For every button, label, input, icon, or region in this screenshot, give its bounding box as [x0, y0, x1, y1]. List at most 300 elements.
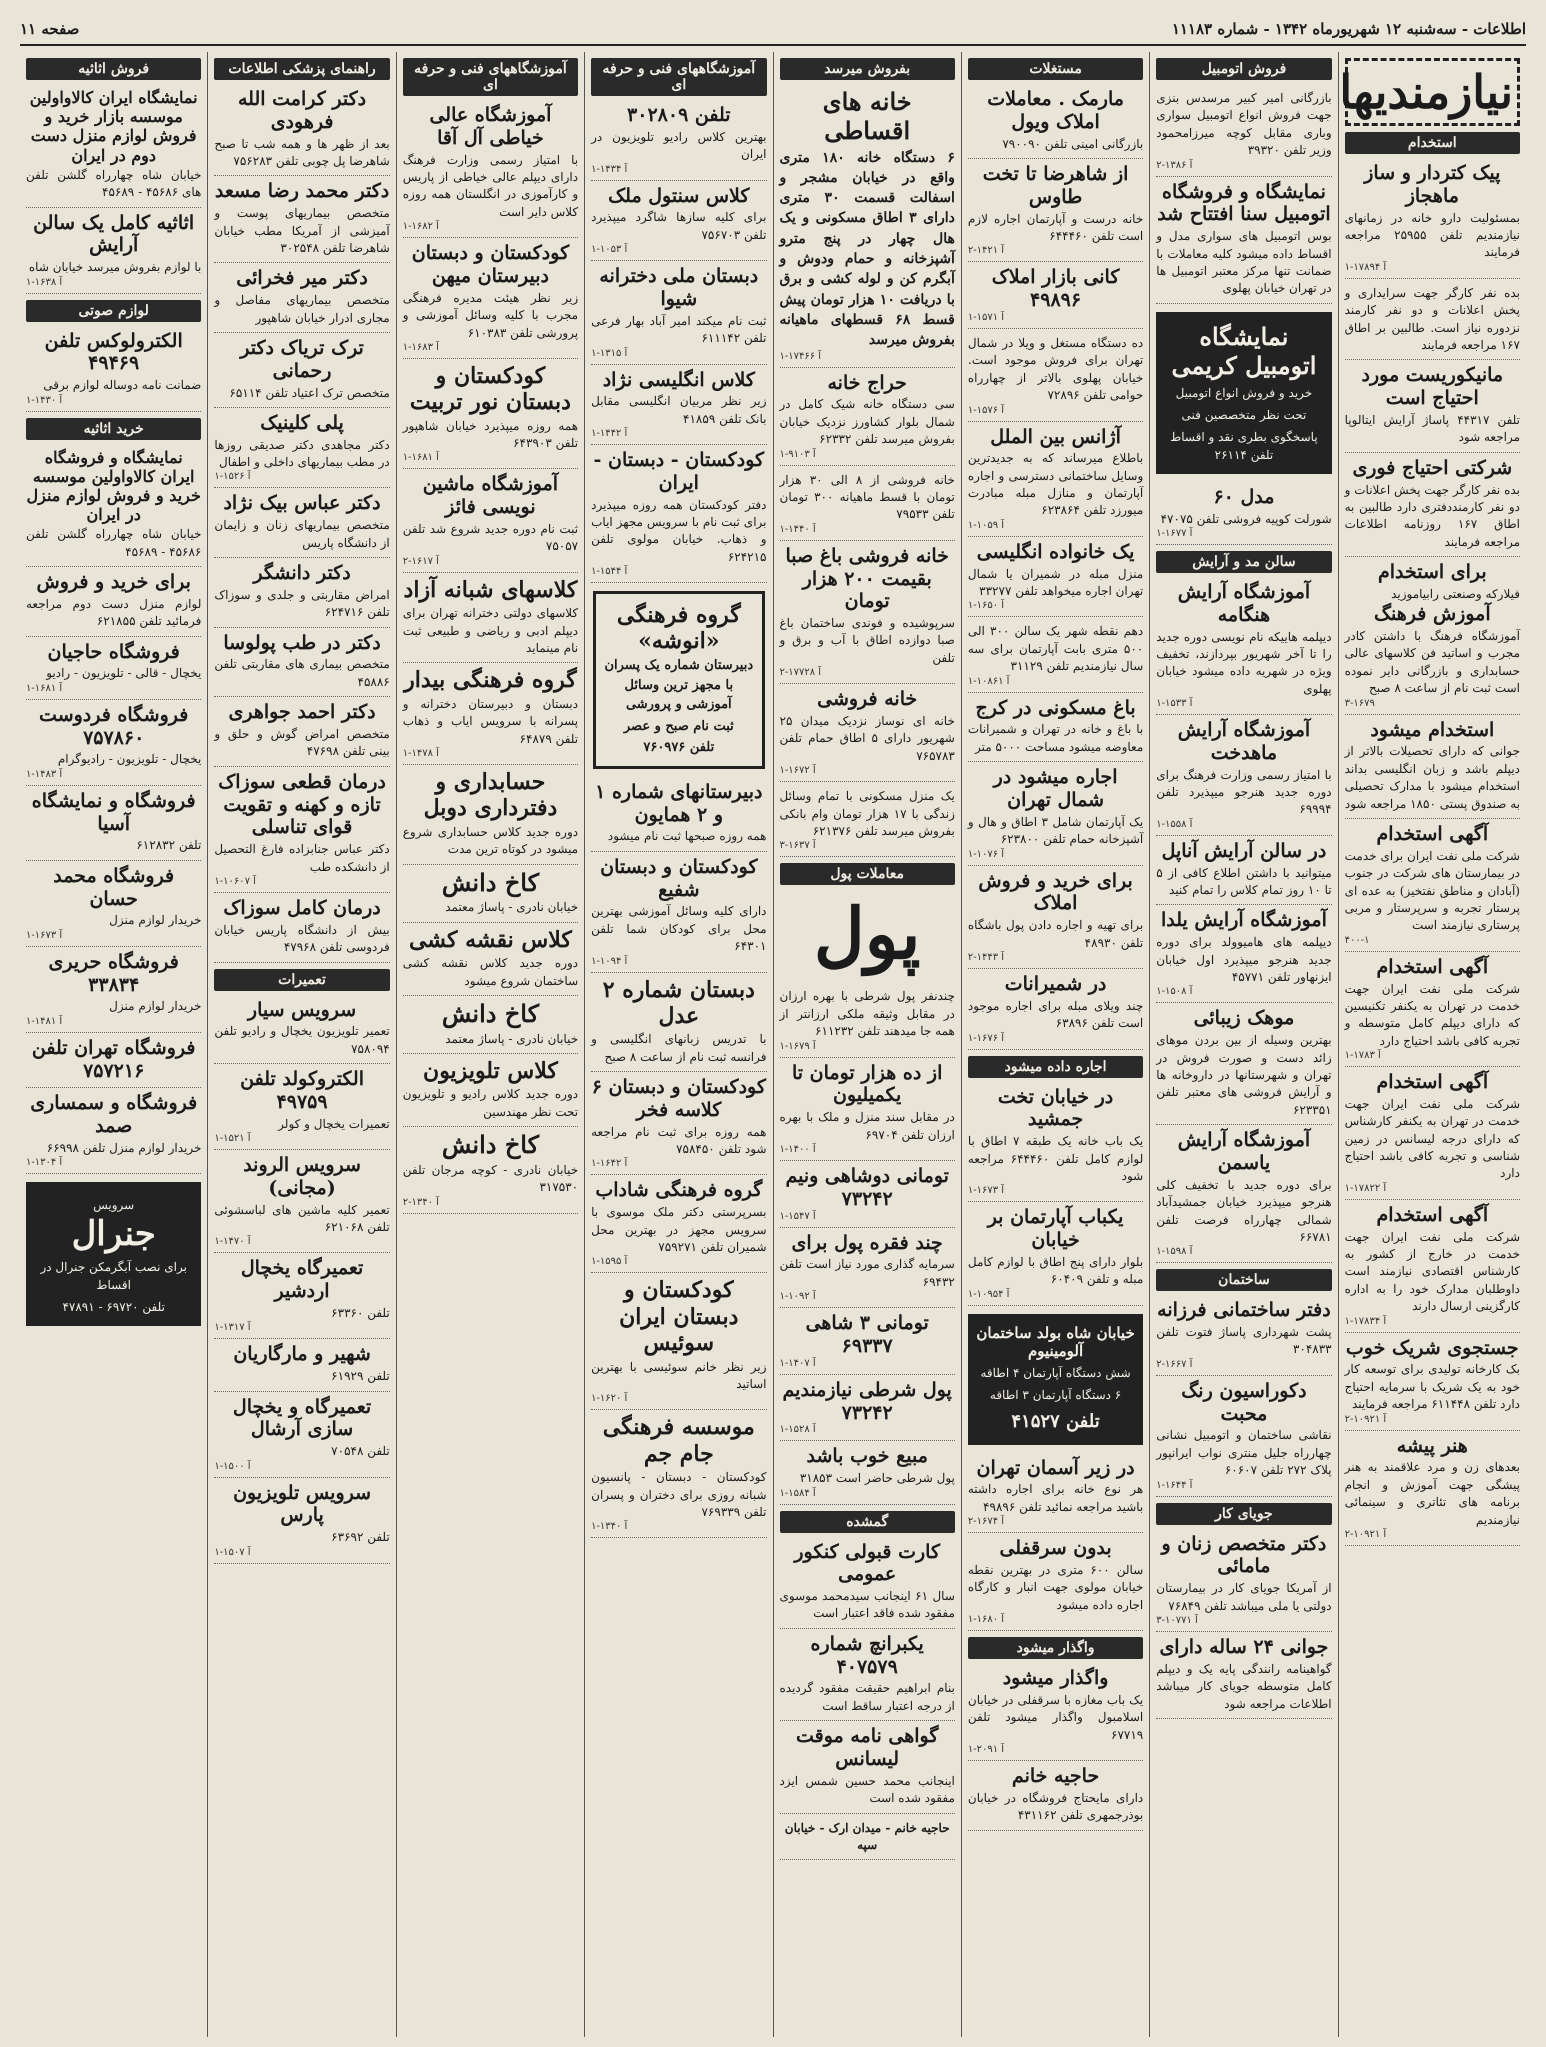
ad	[591, 1175, 766, 1273]
ad-code: ۲-۱۶۶۷ آ	[1156, 1358, 1193, 1370]
ad-code: ۱-۱۶۷۷ آ	[1156, 527, 1193, 539]
ad-title: تومانی ۳ شاهی ۶۹۳۳۷	[805, 1312, 929, 1357]
ad	[591, 181, 766, 262]
ad-title: کارت قبولی کنکور عمومی	[794, 1540, 941, 1586]
section-title: راهنمای پزشکی اطلاعات	[214, 58, 389, 80]
ad	[780, 982, 955, 1057]
ad-body: برای تهیه و اجاره دادن پول باشگاه تلفن ۴۸۹۳۰	[967, 918, 1144, 950]
ad	[26, 326, 201, 412]
ad-body: سرمایه گذاری مورد نیاز است تلفن ۶۹۴۳۲	[779, 1257, 955, 1289]
ad-title: کودکستان و دبستان ۶ کلاسه فخر	[591, 1076, 766, 1121]
ad-body: ثبت نام دوره جدید شروع شد تلفن ۷۵۰۵۷	[402, 522, 579, 554]
ad-code: ۱-۱۳۱۵ آ	[591, 347, 628, 359]
ad-code: ۱-۱۶۸۰ آ	[967, 1614, 1005, 1626]
ad-body: متخصص امراض گوش و حلق و بینی تلفن ۴۷۶۹۸	[214, 727, 390, 759]
ad-title: آموزشگاه عالی خیاطی آل آقا	[429, 104, 552, 149]
ad-title: کلاس انگلیسی نژاد	[602, 368, 755, 391]
ad-title: دکتر عباس بیک نژاد	[223, 492, 381, 515]
ad-title: فروشگاه و سمساری صمد	[30, 1092, 198, 1138]
ad	[968, 866, 1143, 969]
ad	[1156, 482, 1331, 545]
ad-body: دارای مایحتاج فروشگاه در خیابان بوذرجمهری تلفن ۴۳۱۱۶۲	[967, 1790, 1144, 1823]
ad	[1156, 177, 1331, 304]
ad-body: زیر نظر هیئت مدیره فرهنگی مجرب با کلیه وسائل آموزشی و پرورشی تلفن ۶۱۰۳۸۳	[402, 290, 579, 340]
ad-body: کلاسهای دولتی دخترانه تهران برای دیپلم ادبی و ریاضی و طبیعی ثبت نام مینماید	[402, 606, 579, 656]
ad-code: ۱-۱۶۷۹ آ	[779, 1040, 816, 1052]
ad-code: ۱-۱۴۳۰ آ	[26, 394, 63, 406]
ad	[968, 1761, 1143, 1831]
ad-body: هر نوع خانه برای اجاره داشته باشید مراجعه نمائید تلفن ۴۹۸۹۶	[967, 1482, 1144, 1514]
ad-title: کلاس سنتول ملک	[608, 184, 750, 207]
ad-title: یک خانواده انگلیسی	[976, 540, 1135, 563]
ad-body: تلفن ۶۳۶۹۲	[331, 1530, 390, 1545]
ad-code: ۱-۱۰۶۰۷ آ	[214, 875, 256, 887]
ad-body: بده نفر کارگر جهت سرایداری و پخش اعلانات و دو نفر کارمند نزدوره نیاز است. طالبین بر اطاق ۱۶۷ مراجعه فرمایند	[1344, 285, 1520, 352]
ad-title: دکوراسیون رنگ محبت	[1181, 1379, 1307, 1425]
ad	[1156, 1295, 1331, 1376]
ad-code: ۳-۱۶۷۹	[1344, 697, 1375, 709]
ad-code: ۱-۱۰۹۲ آ	[779, 1291, 816, 1303]
ad-body: دوره جدید کلاس حسابداری شروع میشود در کوتاه ترین مدت	[402, 824, 579, 857]
ad-body: دیپلمه های هامیوولد برای دوره جدید هنرجو میپذیرد اول خیابان ایزنهاور تلفن ۴۵۷۷۱	[1156, 935, 1332, 984]
ad-body: متخصص بیماریهای پوست و آمیزشی از آمریکا مطب خیابان شاهرضا تلفن ۳۰۲۵۴۸	[214, 206, 390, 255]
ad-title: از شاهرضا تا تخت طاوس	[982, 162, 1129, 208]
ad-line: تلفن ۶۹۷۲۰ - ۴۷۸۹۱	[62, 1300, 165, 1315]
ad-body: دهم نقطه شهر یک سالن ۳۰۰ الی ۵۰۰ متری بابت آپارتمان برای سه سال نیازمندیم تلفن ۳۱۱۲۹	[967, 624, 1144, 674]
ad	[214, 1064, 389, 1150]
ad-title: آموزشگاه ماشین نویسی فائز	[422, 473, 559, 519]
ad-title: کاخ دانش	[441, 867, 540, 897]
section-title: ساختمان	[1156, 1269, 1331, 1291]
ad-title: کودکستان و دبستان دبیرستان میهن	[411, 242, 570, 287]
ad-line: ثبت نام صبح و عصر	[623, 718, 734, 734]
ad	[780, 1308, 955, 1375]
ad-title: تومانی دوشاهی ونیم ۷۳۲۴۲	[785, 1164, 949, 1210]
ad	[403, 238, 578, 359]
issue-info: اطلاعات - سه‌شنبه ۱۲ شهریورماه ۱۳۴۲ - شماره ۱۱۱۸۳	[1171, 20, 1526, 38]
ad-title: آگهی استخدام	[1376, 822, 1489, 845]
column-4	[773, 52, 961, 2037]
ad	[1345, 1200, 1520, 1333]
ad	[214, 176, 389, 263]
ad	[214, 488, 389, 558]
ad-body: یک باب مغازه با سرقفلی در خیابان اسلامبول واگذار میشود تلفن ۶۷۷۱۹	[967, 1693, 1144, 1742]
ad-body: با لوازم بفروش میرسد خیابان شاه	[28, 260, 202, 275]
ad-body: بک کارخانه تولیدی برای توسعه کار خود به یک شریک با سرمایه احتیاج دارد تلفن ۶۱۱۴۴۸ مراجعه فرمایند	[1344, 1362, 1520, 1412]
ad-title: نمایشگاه ایران کالاواولین موسسه بازار خرید و فروش لوازم منزل دست دوم در ایران	[29, 88, 198, 165]
section-title: فروش اتومبیل	[1156, 58, 1331, 80]
ad-body: خیابان شاه چهارراه گلشن تلفن ۴۵۶۸۶ - ۴۵۶۸۹	[26, 527, 202, 559]
ad-title: پلی کلینیک	[260, 411, 344, 434]
ad-title: گروه فرهنگی بیدار	[404, 667, 577, 694]
ad	[968, 159, 1143, 262]
ad-code: ۱-۱۷۴۶۶ آ	[779, 350, 822, 362]
ad	[1345, 453, 1520, 557]
ad-body: بعدهای زن و مرد علاقمند به هنر پیشگی جهت آموزش و انجام برنامه های تئاتری و سینمائی نیازمندیم	[1344, 1460, 1520, 1527]
ad-code: ۱-۱۵۹۵ آ	[591, 1256, 628, 1268]
ad	[780, 466, 955, 541]
ad-body: خریدار لوازم منزل	[109, 999, 202, 1014]
ad-code: ۱-۱۴۷۸ آ	[402, 747, 439, 759]
ad-code: ۱-۱۶۸۱ آ	[26, 682, 63, 694]
ad-title: خیابان شاه بولد ساختمان آلومینیوم	[976, 1323, 1135, 1360]
ad-body: دوره جدید کلاس رادیو و تلویزیون تحت نظر مهندسین	[402, 1087, 579, 1119]
columns	[20, 52, 1526, 2037]
ad-code: ۲-۱۶۷۴ آ	[967, 1516, 1005, 1528]
ad	[1345, 952, 1520, 1067]
ad	[1156, 1529, 1331, 1632]
ad-body: خریدار لوازم منزل تلفن ۶۶۹۹۸	[46, 1140, 202, 1155]
ad-body: با امتیاز رسمی وزارت فرهنگ برای دوره جدید هنرجو میپذیرد تلفن ۶۹۹۹۴	[1156, 767, 1332, 817]
ad-title: آموزشگاه آرایش ماهدخت	[1177, 719, 1311, 764]
ad-title: جوانی ۲۴ ساله دارای	[1159, 1636, 1329, 1658]
ad-box	[593, 591, 764, 769]
ad-body: امراض مقاربتی و جلدی و سوزاک تلفن ۶۲۴۷۱۶	[214, 587, 390, 620]
ad-title: آگهی استخدام	[1376, 1071, 1489, 1094]
ad-body: یک آپارتمان شامل ۳ اطاق و هال و آشپزخانه حمام تلفن ۶۲۳۸۰۰	[967, 814, 1144, 847]
ad-title: گواهی نامه موقت لیسانس	[795, 1725, 939, 1771]
ad-code: ۱-۱۴۰۰ آ	[779, 1143, 816, 1155]
ad-title: آگهی استخدام	[1376, 955, 1489, 978]
ad-body: بیش از دانشگاه پاریس خیابان فردوسی تلفن ۴۷۹۶۸	[214, 922, 390, 955]
ad-title: یکبرانچ شماره ۴۰۷۵۷۹	[810, 1632, 924, 1678]
ad-title: گروه فرهنگی «انوشه»	[616, 602, 741, 655]
ad	[780, 1721, 955, 1813]
ad-title: یکباب آپارتمان بر خیابان	[987, 1206, 1124, 1252]
ad-title: مانیکوریست مورد احتیاج است	[1361, 364, 1504, 410]
ad-body: همه روزه برای ثبت نام مراجعه شود تلفن ۷۵۸۴۵۰	[591, 1124, 767, 1157]
ad-body: فیلارکه وصنعتی رابیاموزید	[1391, 586, 1520, 601]
ad	[26, 444, 201, 568]
ad	[403, 100, 578, 238]
ad-code: ۱-۱۴۰۷ آ	[779, 1357, 816, 1369]
ad-code: ۱-۱۰۵۳ آ	[591, 244, 628, 256]
ad-body: گواهینامه رانندگی پایه یک و دیپلم کامل متوسطه جویای کار میباشد اطلاعات مراجعه شود	[1156, 1661, 1332, 1711]
ad-code: ۱-۱۳۴۰ آ	[591, 1521, 628, 1533]
ad-code: ۱-۱۰۹۵۴ آ	[967, 1288, 1010, 1300]
ad-title: جستجوی شریک خوب	[1345, 1336, 1519, 1359]
section-title: خرید اثاثیه	[26, 418, 201, 440]
ad-code: ۱-۱۶۷۲ آ	[779, 765, 816, 777]
ad	[1345, 1067, 1520, 1200]
ad-body: دیپلمه هاییکه نام نویسی دوره جدید را تا آخر شهریور بپردازند، تخفیف ویژه در شهریه داده میشود خیابان پهلوی	[1156, 629, 1332, 696]
section-title: جویای کار	[1156, 1503, 1331, 1525]
ad-title: مدل ۶۰	[1213, 485, 1275, 508]
ad-body: شورلت کوپیه فروشی تلفن ۴۷۰۷۵	[1160, 511, 1332, 526]
ad-body: سی دستگاه خانه شیک کامل در شمال بلوار کشاورز نزدیک خیابان بفروش میرسد تلفن ۶۲۳۳۲	[779, 397, 955, 447]
ad-title: فروشگاه حریری ۳۳۸۳۴	[48, 950, 179, 996]
ad-body: خیابان نادری - کوچه مرجان تلفن ۳۱۷۵۳۰	[402, 1163, 579, 1195]
ad-code: ۱-۱۵۰۰ آ	[214, 1460, 251, 1472]
ad-title: در شمیرانات	[1004, 972, 1107, 995]
ad-body: بازرگانی امینی تلفن ۷۹۰۰۹۰	[1002, 136, 1144, 151]
ad-body: تلفن ۶۱۹۲۹	[331, 1369, 390, 1384]
ad	[403, 359, 578, 470]
ad	[26, 786, 201, 861]
ad	[591, 261, 766, 364]
ad	[214, 697, 389, 767]
ad-body: دارای کلیه وسائل آموزشی بهترین محل برای کودکان شما تلفن ۶۴۳۰۱	[591, 904, 767, 954]
ad	[403, 1054, 578, 1127]
ad-body: شرکت ملی نفت ایران جهت خدمت در تهران به یکنفر کارشناس که دارای درجه لیسانس در زمین شناسی و تجربه کافی باشد احتیاج دارد	[1344, 1096, 1520, 1181]
ad-body: ضمانت نامه دوساله لوازم برقی	[43, 378, 202, 393]
ad-title: کودکستان و دبستان ایران سوئیس	[619, 1277, 739, 1357]
ad-title: فروشگاه حاجیان	[47, 640, 180, 663]
ad	[214, 995, 389, 1065]
ad-line: تلفن ۴۱۵۲۷	[1011, 1410, 1100, 1432]
ad-title: آموزشگاه آرایش هنگامه	[1177, 580, 1311, 626]
ad-body: بهترین کلاس رادیو تلویزیون در ایران	[591, 129, 767, 162]
ad-title: دکتر متخصص زنان و مامائی	[1161, 1532, 1327, 1578]
ad	[780, 1161, 955, 1228]
ad-title: دبستان ملی دخترانه شیوا	[599, 265, 759, 310]
ad-line: دبیرستان شماره یک پسران با مجهز ترین وسائل آموزشی و پرورشی	[604, 658, 754, 713]
section-title: آموزشگاههای فنی و حرفه ای	[591, 58, 766, 96]
ad-title: نمایشگاه و فروشگاه اتومبیل سنا افتتاح شد	[1157, 180, 1331, 226]
ad-title: خانه های اقساطی	[822, 87, 912, 145]
ad-code: ۲-۱۰۹۲۱ آ	[1344, 1528, 1387, 1540]
ad-code: ۱-۱۶۴۴ آ	[1156, 1479, 1193, 1491]
ad-title: تلفن ۳۰۲۸۰۹	[627, 104, 731, 126]
ad	[1345, 819, 1520, 952]
ad-body: ۶ دستگاه خانه ۱۸۰ متری واقع در خیابان مشجر و اسفالت قسمت ۳۰ متری دارای ۳ اطاق مسکونی و یک هال چهار در پنج مترو آشپزخانه و حمام ودوش و آبگرم کن و لوله کشی و برق با دریافت ۱۰ هزار تومان پیش قسط ۶۸ قسطهای ماهیانه بفروش میرسد	[779, 149, 955, 349]
ad-code: ۱-۱۵۲۶ آ	[214, 471, 251, 483]
ad-title: دکتر میر فخرائی	[236, 267, 368, 290]
ad	[26, 861, 201, 947]
section-title: معاملات پول	[780, 863, 955, 885]
section-title: مستغلات	[968, 58, 1143, 80]
ad	[591, 1072, 766, 1175]
ad-box-dark	[1156, 312, 1331, 474]
ad	[26, 1033, 201, 1089]
masthead: نیازمندیها	[1345, 58, 1520, 126]
column-7	[207, 52, 395, 2037]
ad-body: بازرگانی امیر کبیر مرسدس بنزی جهت فروش انواع اتومبیل سواری وباری مقابل کوچه میرزامحمود وزیر تلفن ۳۹۳۲۰	[1156, 91, 1332, 158]
ad-body: یک باب خانه یک طبقه ۷ اطاق با لوازم کامل تلفن ۶۴۴۴۶۰ مراجعه شود	[967, 1134, 1144, 1183]
ad-code: ۱-۱۵۴۴ آ	[591, 566, 628, 578]
ad	[968, 84, 1143, 159]
ad-title: موسسه فرهنگی جام جم	[602, 1414, 755, 1467]
ad-code: ۱-۲۰۹۱ آ	[967, 1744, 1005, 1756]
ad	[403, 469, 578, 572]
ad	[403, 1127, 578, 1214]
ad-body: بمسئولیت دارو خانه در زمانهای نیازمندیم تلفن ۲۵۹۵۵ مراجعه فرمایند	[1344, 210, 1520, 260]
ad-code: ۱-۱۵۰۷ آ	[214, 1546, 251, 1558]
ad-body: سالن ۶۰۰ متری در بهترین نقطه خیابان مولوی جهت انبار و کارگاه اجاره داده میشود	[967, 1563, 1144, 1612]
section-title: لوازم صوتی	[26, 300, 201, 322]
ad	[214, 408, 389, 489]
ad-body: برای دوره جدید با تخفیف کلی هنرجو میپذیرد خیابان جمشیدآباد شمالی چهارراه فرصت تلفن ۶۶۷۸۱	[1156, 1177, 1332, 1244]
ad-code: ۲-۱۷۷۲۸ آ	[779, 667, 822, 679]
ad	[214, 263, 389, 333]
ad-code: ۱-۱۶۸۱ آ	[402, 452, 439, 464]
ad-code: ۳-۱۰۷۷۱ آ	[1156, 1615, 1198, 1626]
ad-title: الکتروکولد تلفن ۴۹۷۵۹	[240, 1068, 364, 1113]
ad-body: چند ویلای مبله برای اجاره موجود است تلفن ۶۳۸۹۶	[967, 998, 1144, 1031]
ad-code: ۱-۱۴۷۰ آ	[214, 1236, 251, 1248]
ad-title: دکتر دانشگر	[253, 562, 351, 585]
ad-title: هنر پیشه	[1396, 1434, 1468, 1457]
ad-code: ۱-۱۶۴۲ آ	[591, 1158, 628, 1170]
ad	[968, 1453, 1143, 1534]
ad	[214, 893, 389, 963]
ad-title: واگذار میشود	[1002, 1667, 1109, 1690]
section-title: استخدام	[1345, 132, 1520, 154]
ad-body: پول شرطی حاضر است ۳۱۸۵۳	[799, 1471, 955, 1486]
ad-title: گروه فرهنگی شاداب	[595, 1179, 763, 1202]
ad-title: دفتر ساختمانی فرزانه	[1157, 1299, 1331, 1322]
ad-body: دفتر کودکستان همه روزه میپذیرد برای ثبت نام با سرویس مجهز ایاب و ذهاب. خیابان مولوی تلفن ۶۲۴۲۱۵	[591, 497, 767, 564]
ad-title: برای استخدام	[1377, 561, 1487, 584]
ad-body: خانه فروشی از ۸ الی ۳۰ هزار تومان با قسط ماهیانه ۳۰۰ تومان تلفن ۷۹۵۳۳	[779, 472, 955, 522]
ad-title: برای خرید و فروش املاک	[978, 869, 1133, 915]
ad	[1156, 84, 1331, 177]
ad-title: موهک زیبائی	[1193, 1007, 1295, 1030]
ad-line: تلفن ۷۶۰۹۷۶	[643, 740, 715, 756]
ad-code: ۱-۱۶۸۲ آ	[402, 221, 439, 233]
ad-code: ۱-۱۰۵۹ آ	[967, 519, 1005, 531]
ad-box-dark	[26, 1182, 201, 1326]
ad-code: ۲-۱۳۴۰ آ	[402, 1196, 439, 1208]
ad	[591, 1410, 766, 1538]
ad	[1345, 557, 1520, 715]
ad-title: کاخ دانش	[441, 998, 540, 1028]
ad-body: خیابان نادری - پاساژ معتمد	[445, 900, 579, 915]
ad-code: ۱-۱۰۹۴ آ	[591, 955, 628, 967]
section-title: آموزشگاههای فنی و حرفه ای	[403, 58, 578, 96]
ad	[1156, 1003, 1331, 1125]
ad-title: شرکتی احتیاج فوری	[1352, 456, 1513, 479]
ad-body: جوانی که دارای تحصیلات بالاتر از دیپلم باشد و زبان انگلیسی بداند استخدام میشود با مدارک تحصیلی به صندوق پستی ۱۸۵۰ مراجعه شود	[1344, 744, 1520, 811]
ad-body: تعمیر تلویزیون یخچال و رادیو تلفن ۷۵۸۰۹۴	[214, 1024, 390, 1056]
ad	[214, 1253, 389, 1339]
ad	[968, 537, 1143, 618]
ad-title: ترک تریاک دکتر رحمانی	[240, 336, 364, 382]
ad	[780, 1441, 955, 1504]
ad	[780, 1537, 955, 1629]
ad-code: ۱-۱۵۴۷ آ	[779, 1210, 816, 1222]
ad-line: خرید و فروش انواع اتومبیل	[1175, 385, 1313, 400]
section-title: بفروش میرسد	[780, 58, 955, 80]
ad-code: ۱-۱۷۸۹۴ آ	[1344, 261, 1387, 273]
ad	[968, 762, 1143, 865]
ad-title: در خیابان تخت جمشید	[997, 1085, 1114, 1131]
ad	[968, 422, 1143, 537]
ad	[1345, 1333, 1520, 1431]
ad-code: ۲-۱۰۹۲۱ آ	[1344, 1413, 1387, 1425]
ad-title: خانه فروشی باغ صبا بقیمت ۲۰۰ هزار تومان	[785, 544, 949, 613]
ad-code: ۲-۱۴۴۳ آ	[967, 951, 1005, 963]
section-title: گمشده	[780, 1511, 955, 1533]
ad	[780, 1375, 955, 1442]
ad-code: ۱-۱۴۸۳ آ	[26, 768, 63, 780]
column-8	[20, 52, 207, 2037]
ad	[591, 365, 766, 446]
ad-title: سرویس الروند (مجانی)	[243, 1154, 361, 1199]
ad-title: کودکستان و دبستان نور تربیت	[409, 362, 571, 416]
ad-body: بنام ابراهیم حقیقت مفقود گردیده از درجه اعتبار ساقط است	[779, 1681, 955, 1713]
ad	[214, 767, 389, 893]
ad	[403, 996, 578, 1054]
ad-body: خیابان نادری - پاساژ معتمد	[445, 1031, 579, 1046]
ad	[780, 368, 955, 466]
column-1	[1338, 52, 1526, 2037]
ad-code: ۱-۱۵۸۴ آ	[779, 1487, 816, 1499]
ad-body: باطلاع میرساند که به جدیدترین وسایل ساختمانی دسترسی و اجاره آپارتمان و منازل مبله مبادرت میورزد تلفن ۶۲۳۸۶۴	[967, 451, 1144, 518]
ad-body: با تدریس زبانهای انگلیسی و فرانسه ثبت نام از ساعت ۸ صبح	[591, 1032, 767, 1064]
ad-body: زیر نظر خانم سوئیسی با بهترین اساتید	[591, 1359, 767, 1391]
ad	[1156, 715, 1331, 836]
ad-code: ۲-۱۴۲۱ آ	[967, 245, 1005, 257]
ad-title: دبستان شماره ۲ عدل	[602, 976, 755, 1029]
ad-title: نمایشگاه اتومبیل کریمی	[1171, 321, 1317, 380]
ad-body: بسرپرستی دکتر ملک موسوی با سرویس مجهز در بهترین محل شمیران تلفن ۷۵۹۲۷۱	[591, 1205, 767, 1255]
ad-title: آموزش فرهنگ	[1374, 603, 1491, 626]
ad-body: پشت شهرداری پاساژ فتوت تلفن ۳۰۴۸۳۳	[1156, 1325, 1332, 1357]
ad	[1156, 1632, 1331, 1719]
ad-body: ثبت نام میکند امیر آباد بهار فرعی تلفن ۶۱۱۱۴۲	[591, 313, 767, 346]
ad-title: تعمیرگاه و یخچال سازی آرشال	[232, 1395, 372, 1441]
ad-code: ۱-۱۰۸۶۱ آ	[967, 675, 1010, 687]
ad	[968, 693, 1143, 763]
ad-code: ۱-۱۵۹۸ آ	[1156, 1246, 1193, 1258]
ad-code: ۱-۱۶۳۸ آ	[26, 276, 63, 288]
ad-title: در سالن آرایش آناپل	[1161, 839, 1327, 862]
ad-body: دبستان و دبیرستان دخترانه و پسرانه با سرویس ایاب و ذهاب تلفن ۶۴۸۷۹	[402, 696, 579, 746]
ad	[968, 1533, 1143, 1631]
ad-body: متخصص بیماری های مقاربتی تلفن ۴۵۸۸۶	[214, 657, 390, 689]
ad-code: ۱-۱۶۵۰ آ	[967, 600, 1005, 612]
ad-code: ۱-۱۵۷۱ آ	[967, 311, 1005, 323]
ad-title: آموزشگاه آرایش یاسمن	[1177, 1129, 1311, 1174]
ad-title: کودکستان و دبستان شفیع	[600, 855, 758, 901]
ad-code: ۱-۱۶۷۳ آ	[26, 929, 63, 941]
ad-code: ۱-۱۵۷۶ آ	[967, 404, 1005, 416]
column-5	[584, 52, 772, 2037]
ad	[968, 1663, 1143, 1761]
column-3	[961, 52, 1149, 2037]
ad-title: بدون سرقفلی	[999, 1537, 1112, 1560]
ad-body: کودکستان - دبستان - پانسیون شبانه روزی برای دختران و پسران تلفن ۷۶۹۳۳۹	[591, 1470, 767, 1519]
ad-body: در مقابل سند منزل و ملک با بهره ارزان تلفن ۶۹۷۰۴	[779, 1110, 955, 1142]
ad-body: یک منزل مسکونی با تمام وسائل زندگی با ۱۷ هزار تومان وام بانکی بفروش میرسد تلفن ۶۲۱۳۷۶	[779, 789, 955, 839]
ad-body: خانه درست و آپارتمان اجاره لازم است تلفن ۶۴۴۴۶۰	[967, 211, 1144, 243]
ad-title: دکتر در طب پولوسا	[223, 631, 381, 654]
ad	[214, 1339, 389, 1391]
ad-title: درمان قطعی سوزاک تازه و کهنه و تقویت قوای تناسلی	[218, 770, 386, 839]
ad	[968, 1202, 1143, 1305]
ad-title: آموزشگاه آرایش یلدا	[1160, 909, 1327, 932]
ad-title: فروشگاه تهران تلفن ۷۵۷۲۱۶	[31, 1036, 196, 1082]
ad	[26, 567, 201, 637]
ad-code: ۱-۱۵۲۸ آ	[779, 1424, 816, 1436]
ad-title: کاخ دانش	[441, 1130, 540, 1160]
ad-code: ۱-۱۷۸۲۲ آ	[1344, 1182, 1387, 1194]
ad	[26, 947, 201, 1033]
ad-body: اینجانب محمد حسین شمس ایزد مفقود شده است	[779, 1773, 955, 1806]
ad-title: چند فقره پول برای	[791, 1231, 943, 1254]
ad-body: متخصص بیماریهای مفاصل و مجاری ادرار خیابان شاهپور	[214, 293, 390, 325]
ad-body: تلفن ۷۰۵۴۸	[331, 1444, 390, 1459]
ad	[780, 84, 955, 368]
ad	[214, 628, 389, 698]
ad	[1345, 360, 1520, 452]
ad	[968, 969, 1143, 1050]
ad-title: شهیر و مارگاریان	[233, 1343, 371, 1366]
ad-title: سرویس سیار	[247, 998, 357, 1021]
ad-body: بده نفر کارگر جهت پخش اعلانات و دو نفر کارمنددفتری دارد طالبین به اطاق ۱۶۷ روزنامه اطلاعات مراجعه فرمایند	[1344, 482, 1520, 549]
ad-line: پاسخگوی بطری نقد و اقساط تلفن ۲۶۱۱۴	[1170, 429, 1318, 462]
